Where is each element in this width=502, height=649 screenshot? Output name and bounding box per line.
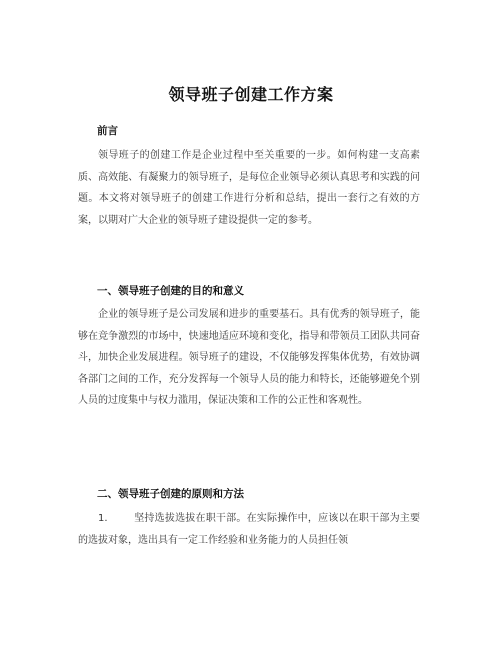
preface-paragraph: 领导班子的创建工作是企业过程中至关重要的一步。如何构建一支高素质、高效能、有凝聚力的领导班子，是每位企业领导必须认真思考和实践的问题。本文将对领导班子的创建工作进行分析和总结，提出一套行之有效的方案，以期对广大企业的领导班子建设提供一定的参考。 [78,150,420,226]
preface-heading: 前言 [97,125,118,137]
section-2-heading: 二、领导班子创建的原则和方法 [97,488,244,500]
document-title: 领导班子创建工作方案 [168,85,334,104]
list-item-number: 1. [98,513,108,524]
list-item-text: 坚持选拔选拔在职干部。在实际操作中，应该以在职干部为主要的选拔对象，选出具有一定工作经验和业务能力的人员担任领 [78,513,420,546]
section-1-heading: 一、领导班子创建的目的和意义 [97,285,244,297]
section-1-paragraph: 企业的领导班子是公司发展和进步的重要基石。具有优秀的领导班子，能够在竞争激烈的市场中，快速地适应环境和变化，指导和带领员工团队共同奋斗，加快企业发展进程。领导班子的建设，不仅能够发挥集体优势，有效协调各部门之间的工作，充分发挥每一个领导人员的能力和特长，还能够避免个别人员的过度集中与权力滥用，保证决策和工作的公正性和客观性。 [78,309,420,407]
list-item-1 [78,508,420,551]
